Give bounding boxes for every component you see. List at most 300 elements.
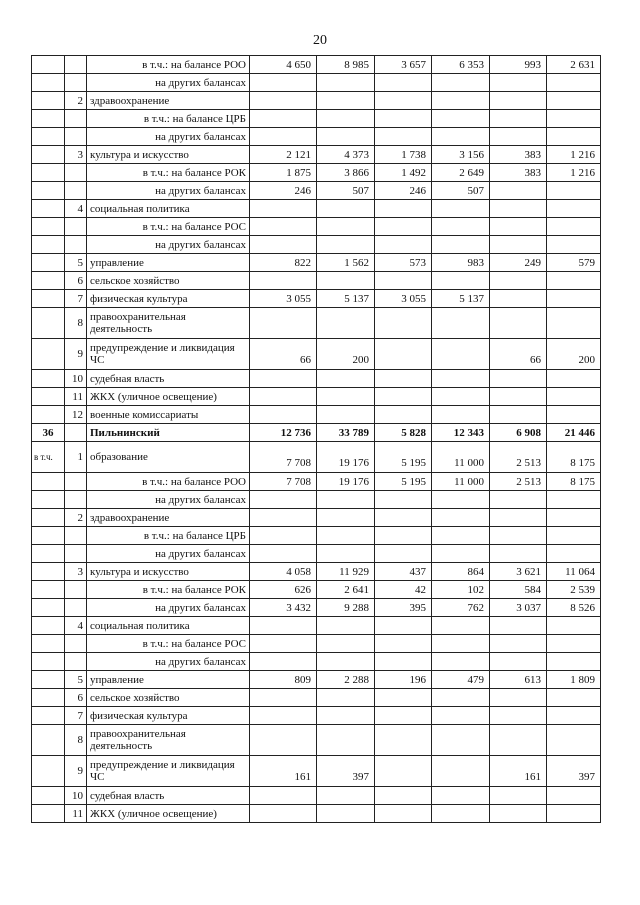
value-cell-2: 2 288 [317, 671, 375, 689]
value-cell-5: 613 [490, 671, 547, 689]
value-cell-5 [490, 617, 547, 635]
table-row [32, 707, 601, 725]
value-cell-1 [250, 617, 317, 635]
row-label-cell: сельское хозяйство [87, 689, 250, 707]
table-row [32, 756, 601, 787]
value-cell-3 [375, 308, 432, 339]
group-cell [32, 406, 65, 424]
row-label-cell: предупреждение и ликвидация ЧС [87, 756, 250, 787]
value-cell-4: 11 000 [432, 473, 490, 491]
item-number-cell [65, 527, 87, 545]
row-label-cell: культура и искусство [87, 563, 250, 581]
row-label-cell: здравоохранение [87, 92, 250, 110]
group-cell [32, 164, 65, 182]
value-cell-5 [490, 110, 547, 128]
value-cell-1 [250, 308, 317, 339]
value-cell-5: 161 [490, 756, 547, 787]
value-cell-1 [250, 272, 317, 290]
table-row [32, 617, 601, 635]
value-cell-6 [547, 308, 601, 339]
table-row [32, 671, 601, 689]
value-cell-1 [250, 653, 317, 671]
value-cell-6 [547, 128, 601, 146]
value-cell-3 [375, 787, 432, 805]
item-number-cell [65, 581, 87, 599]
value-cell-6: 11 064 [547, 563, 601, 581]
row-label-cell: на других балансах [87, 545, 250, 563]
group-cell [32, 146, 65, 164]
value-cell-6: 200 [547, 339, 601, 370]
row-label-cell: на других балансах [87, 74, 250, 92]
value-cell-5: 6 908 [490, 424, 547, 442]
table-row [32, 635, 601, 653]
value-cell-4 [432, 388, 490, 406]
value-cell-3: 1 492 [375, 164, 432, 182]
value-cell-2 [317, 272, 375, 290]
value-cell-1: 161 [250, 756, 317, 787]
value-cell-6: 21 446 [547, 424, 601, 442]
group-cell [32, 707, 65, 725]
value-cell-5: 2 513 [490, 442, 547, 473]
value-cell-2: 19 176 [317, 473, 375, 491]
group-cell [32, 725, 65, 756]
item-number-cell [65, 635, 87, 653]
group-cell [32, 388, 65, 406]
value-cell-4 [432, 308, 490, 339]
group-cell [32, 805, 65, 823]
value-cell-4: 5 137 [432, 290, 490, 308]
item-number-cell: 2 [65, 92, 87, 110]
value-cell-5: 2 513 [490, 473, 547, 491]
group-cell [32, 509, 65, 527]
value-cell-2: 1 562 [317, 254, 375, 272]
table-row [32, 653, 601, 671]
item-number-cell: 4 [65, 200, 87, 218]
value-cell-3 [375, 653, 432, 671]
value-cell-4 [432, 92, 490, 110]
value-cell-2 [317, 653, 375, 671]
value-cell-3 [375, 272, 432, 290]
value-cell-3 [375, 805, 432, 823]
table-row [32, 182, 601, 200]
table-row [32, 339, 601, 370]
value-cell-6 [547, 110, 601, 128]
group-cell [32, 370, 65, 388]
value-cell-6 [547, 653, 601, 671]
group-cell [32, 787, 65, 805]
value-cell-5 [490, 92, 547, 110]
value-cell-5 [490, 635, 547, 653]
value-cell-2 [317, 110, 375, 128]
value-cell-2 [317, 218, 375, 236]
value-cell-3: 3 657 [375, 56, 432, 74]
item-number-cell: 11 [65, 805, 87, 823]
value-cell-2 [317, 689, 375, 707]
value-cell-1 [250, 725, 317, 756]
item-number-cell [65, 424, 87, 442]
value-cell-6 [547, 272, 601, 290]
group-cell: в т.ч. [32, 442, 65, 473]
value-cell-4 [432, 128, 490, 146]
group-cell [32, 599, 65, 617]
value-cell-3 [375, 74, 432, 92]
value-cell-2: 5 137 [317, 290, 375, 308]
row-label-cell: социальная политика [87, 200, 250, 218]
item-number-cell: 6 [65, 272, 87, 290]
value-cell-4 [432, 339, 490, 370]
row-label-cell: судебная власть [87, 787, 250, 805]
value-cell-5 [490, 689, 547, 707]
group-cell [32, 218, 65, 236]
section-number-cell: 36 [32, 424, 65, 442]
row-label-cell: социальная политика [87, 617, 250, 635]
item-number-cell [65, 164, 87, 182]
value-cell-1: 7 708 [250, 442, 317, 473]
value-cell-3 [375, 707, 432, 725]
value-cell-6 [547, 725, 601, 756]
item-number-cell: 11 [65, 388, 87, 406]
value-cell-4: 11 000 [432, 442, 490, 473]
value-cell-2 [317, 617, 375, 635]
item-number-cell: 3 [65, 146, 87, 164]
group-cell [32, 473, 65, 491]
value-cell-3: 246 [375, 182, 432, 200]
table-row [32, 56, 601, 74]
value-cell-6 [547, 74, 601, 92]
table-row [32, 805, 601, 823]
value-cell-4 [432, 491, 490, 509]
value-cell-2: 397 [317, 756, 375, 787]
table-row [32, 406, 601, 424]
value-cell-1: 4 650 [250, 56, 317, 74]
value-cell-3 [375, 545, 432, 563]
value-cell-6 [547, 787, 601, 805]
value-cell-2 [317, 527, 375, 545]
value-cell-2 [317, 388, 375, 406]
item-number-cell: 10 [65, 787, 87, 805]
value-cell-4 [432, 756, 490, 787]
value-cell-1 [250, 218, 317, 236]
row-label-cell: на других балансах [87, 599, 250, 617]
item-number-cell [65, 236, 87, 254]
group-cell [32, 272, 65, 290]
value-cell-6: 1 216 [547, 164, 601, 182]
value-cell-5: 3 037 [490, 599, 547, 617]
value-cell-1: 3 432 [250, 599, 317, 617]
value-cell-4: 2 649 [432, 164, 490, 182]
value-cell-5 [490, 308, 547, 339]
value-cell-1 [250, 707, 317, 725]
value-cell-5 [490, 218, 547, 236]
value-cell-1: 12 736 [250, 424, 317, 442]
row-label-cell: на других балансах [87, 236, 250, 254]
group-cell [32, 689, 65, 707]
group-cell [32, 581, 65, 599]
row-label-cell: в т.ч.: на балансе РОО [87, 473, 250, 491]
table-row [32, 290, 601, 308]
value-cell-2 [317, 805, 375, 823]
item-number-cell: 5 [65, 254, 87, 272]
value-cell-5 [490, 370, 547, 388]
value-cell-2 [317, 92, 375, 110]
row-label-cell: предупреждение и ликвидация ЧС [87, 339, 250, 370]
value-cell-6: 2 631 [547, 56, 601, 74]
value-cell-5 [490, 74, 547, 92]
item-number-cell: 1 [65, 442, 87, 473]
value-cell-5 [490, 236, 547, 254]
value-cell-4: 864 [432, 563, 490, 581]
value-cell-5: 66 [490, 339, 547, 370]
value-cell-1 [250, 110, 317, 128]
row-label-cell: судебная власть [87, 370, 250, 388]
value-cell-6: 1 809 [547, 671, 601, 689]
value-cell-4 [432, 200, 490, 218]
value-cell-3 [375, 339, 432, 370]
group-cell [32, 617, 65, 635]
value-cell-6 [547, 182, 601, 200]
value-cell-2 [317, 236, 375, 254]
value-cell-1 [250, 787, 317, 805]
value-cell-2: 507 [317, 182, 375, 200]
value-cell-2 [317, 787, 375, 805]
value-cell-1 [250, 805, 317, 823]
budget-table [31, 55, 601, 823]
row-label-cell: здравоохранение [87, 509, 250, 527]
value-cell-5 [490, 406, 547, 424]
value-cell-2 [317, 725, 375, 756]
row-label-cell: культура и искусство [87, 146, 250, 164]
value-cell-1 [250, 388, 317, 406]
value-cell-4 [432, 617, 490, 635]
value-cell-2: 2 641 [317, 581, 375, 599]
table-row [32, 218, 601, 236]
item-number-cell: 9 [65, 339, 87, 370]
table-row [32, 110, 601, 128]
table-row [32, 388, 601, 406]
value-cell-6: 8 526 [547, 599, 601, 617]
value-cell-4 [432, 218, 490, 236]
value-cell-6 [547, 290, 601, 308]
value-cell-3: 5 828 [375, 424, 432, 442]
item-number-cell [65, 182, 87, 200]
value-cell-1: 2 121 [250, 146, 317, 164]
item-number-cell [65, 56, 87, 74]
value-cell-4: 479 [432, 671, 490, 689]
group-cell [32, 527, 65, 545]
row-label-cell: в т.ч.: на балансе ЦРБ [87, 527, 250, 545]
value-cell-6 [547, 707, 601, 725]
value-cell-6 [547, 545, 601, 563]
value-cell-1 [250, 689, 317, 707]
value-cell-2 [317, 545, 375, 563]
value-cell-3: 5 195 [375, 442, 432, 473]
page-number: 20 [313, 33, 327, 48]
table-row [32, 272, 601, 290]
value-cell-1: 246 [250, 182, 317, 200]
value-cell-1: 3 055 [250, 290, 317, 308]
value-cell-5 [490, 182, 547, 200]
value-cell-3 [375, 406, 432, 424]
table-row [32, 200, 601, 218]
row-label-cell: на других балансах [87, 491, 250, 509]
value-cell-6 [547, 406, 601, 424]
group-cell [32, 56, 65, 74]
table-row [32, 424, 601, 442]
value-cell-6: 397 [547, 756, 601, 787]
item-number-cell [65, 110, 87, 128]
value-cell-3 [375, 635, 432, 653]
table-row [32, 128, 601, 146]
table-row [32, 527, 601, 545]
value-cell-4 [432, 272, 490, 290]
row-label-cell: управление [87, 254, 250, 272]
row-label-cell: сельское хозяйство [87, 272, 250, 290]
table-row [32, 236, 601, 254]
value-cell-1 [250, 370, 317, 388]
value-cell-4 [432, 527, 490, 545]
value-cell-4: 3 156 [432, 146, 490, 164]
value-cell-4 [432, 787, 490, 805]
value-cell-5: 383 [490, 164, 547, 182]
value-cell-2 [317, 707, 375, 725]
group-cell [32, 182, 65, 200]
table-row [32, 491, 601, 509]
value-cell-6 [547, 491, 601, 509]
value-cell-3 [375, 128, 432, 146]
value-cell-3: 3 055 [375, 290, 432, 308]
table-row [32, 563, 601, 581]
value-cell-6 [547, 527, 601, 545]
value-cell-6: 8 175 [547, 442, 601, 473]
value-cell-2: 8 985 [317, 56, 375, 74]
value-cell-5 [490, 805, 547, 823]
item-number-cell [65, 599, 87, 617]
value-cell-1 [250, 200, 317, 218]
group-cell [32, 653, 65, 671]
value-cell-3: 1 738 [375, 146, 432, 164]
value-cell-3: 42 [375, 581, 432, 599]
table-row [32, 689, 601, 707]
group-cell [32, 290, 65, 308]
value-cell-3 [375, 491, 432, 509]
value-cell-5 [490, 707, 547, 725]
value-cell-1 [250, 236, 317, 254]
value-cell-4 [432, 509, 490, 527]
value-cell-2: 33 789 [317, 424, 375, 442]
value-cell-2 [317, 200, 375, 218]
item-number-cell: 5 [65, 671, 87, 689]
value-cell-5 [490, 509, 547, 527]
value-cell-3: 5 195 [375, 473, 432, 491]
value-cell-1: 1 875 [250, 164, 317, 182]
row-label-cell: в т.ч.: на балансе РОК [87, 164, 250, 182]
value-cell-6 [547, 200, 601, 218]
value-cell-6 [547, 92, 601, 110]
row-label-cell: в т.ч.: на балансе ЦРБ [87, 110, 250, 128]
value-cell-4 [432, 635, 490, 653]
group-cell [32, 756, 65, 787]
group-cell [32, 128, 65, 146]
item-number-cell: 7 [65, 707, 87, 725]
value-cell-4: 12 343 [432, 424, 490, 442]
value-cell-1 [250, 406, 317, 424]
value-cell-5: 383 [490, 146, 547, 164]
value-cell-6 [547, 388, 601, 406]
value-cell-5 [490, 272, 547, 290]
value-cell-2: 3 866 [317, 164, 375, 182]
item-number-cell [65, 473, 87, 491]
item-number-cell [65, 491, 87, 509]
table-row [32, 509, 601, 527]
budget-table-container [31, 55, 601, 823]
table-row [32, 164, 601, 182]
table-row [32, 581, 601, 599]
value-cell-1 [250, 128, 317, 146]
value-cell-5: 993 [490, 56, 547, 74]
value-cell-5 [490, 527, 547, 545]
value-cell-3 [375, 617, 432, 635]
value-cell-1 [250, 635, 317, 653]
item-number-cell: 7 [65, 290, 87, 308]
value-cell-5 [490, 128, 547, 146]
row-label-cell: образование [87, 442, 250, 473]
value-cell-2 [317, 509, 375, 527]
value-cell-4 [432, 110, 490, 128]
value-cell-3 [375, 92, 432, 110]
value-cell-4: 983 [432, 254, 490, 272]
value-cell-5 [490, 545, 547, 563]
value-cell-4 [432, 725, 490, 756]
item-number-cell: 8 [65, 308, 87, 339]
value-cell-3 [375, 110, 432, 128]
group-cell [32, 563, 65, 581]
value-cell-3 [375, 200, 432, 218]
group-cell [32, 491, 65, 509]
value-cell-4 [432, 689, 490, 707]
value-cell-2 [317, 74, 375, 92]
value-cell-3: 437 [375, 563, 432, 581]
value-cell-1 [250, 491, 317, 509]
table-row [32, 599, 601, 617]
table-row [32, 787, 601, 805]
value-cell-5 [490, 200, 547, 218]
item-number-cell: 2 [65, 509, 87, 527]
row-label-cell: Пильнинский [87, 424, 250, 442]
value-cell-1: 66 [250, 339, 317, 370]
value-cell-4 [432, 653, 490, 671]
group-cell [32, 92, 65, 110]
value-cell-4: 102 [432, 581, 490, 599]
value-cell-1: 822 [250, 254, 317, 272]
table-row [32, 370, 601, 388]
group-cell [32, 308, 65, 339]
value-cell-3 [375, 527, 432, 545]
item-number-cell: 3 [65, 563, 87, 581]
value-cell-4: 6 353 [432, 56, 490, 74]
row-label-cell: ЖКХ (уличное освещение) [87, 388, 250, 406]
group-cell [32, 236, 65, 254]
row-label-cell: на других балансах [87, 653, 250, 671]
value-cell-6 [547, 370, 601, 388]
value-cell-6 [547, 236, 601, 254]
item-number-cell [65, 128, 87, 146]
table-row [32, 442, 601, 473]
table-row [32, 473, 601, 491]
item-number-cell: 8 [65, 725, 87, 756]
row-label-cell: ЖКХ (уличное освещение) [87, 805, 250, 823]
value-cell-3 [375, 689, 432, 707]
group-cell [32, 635, 65, 653]
